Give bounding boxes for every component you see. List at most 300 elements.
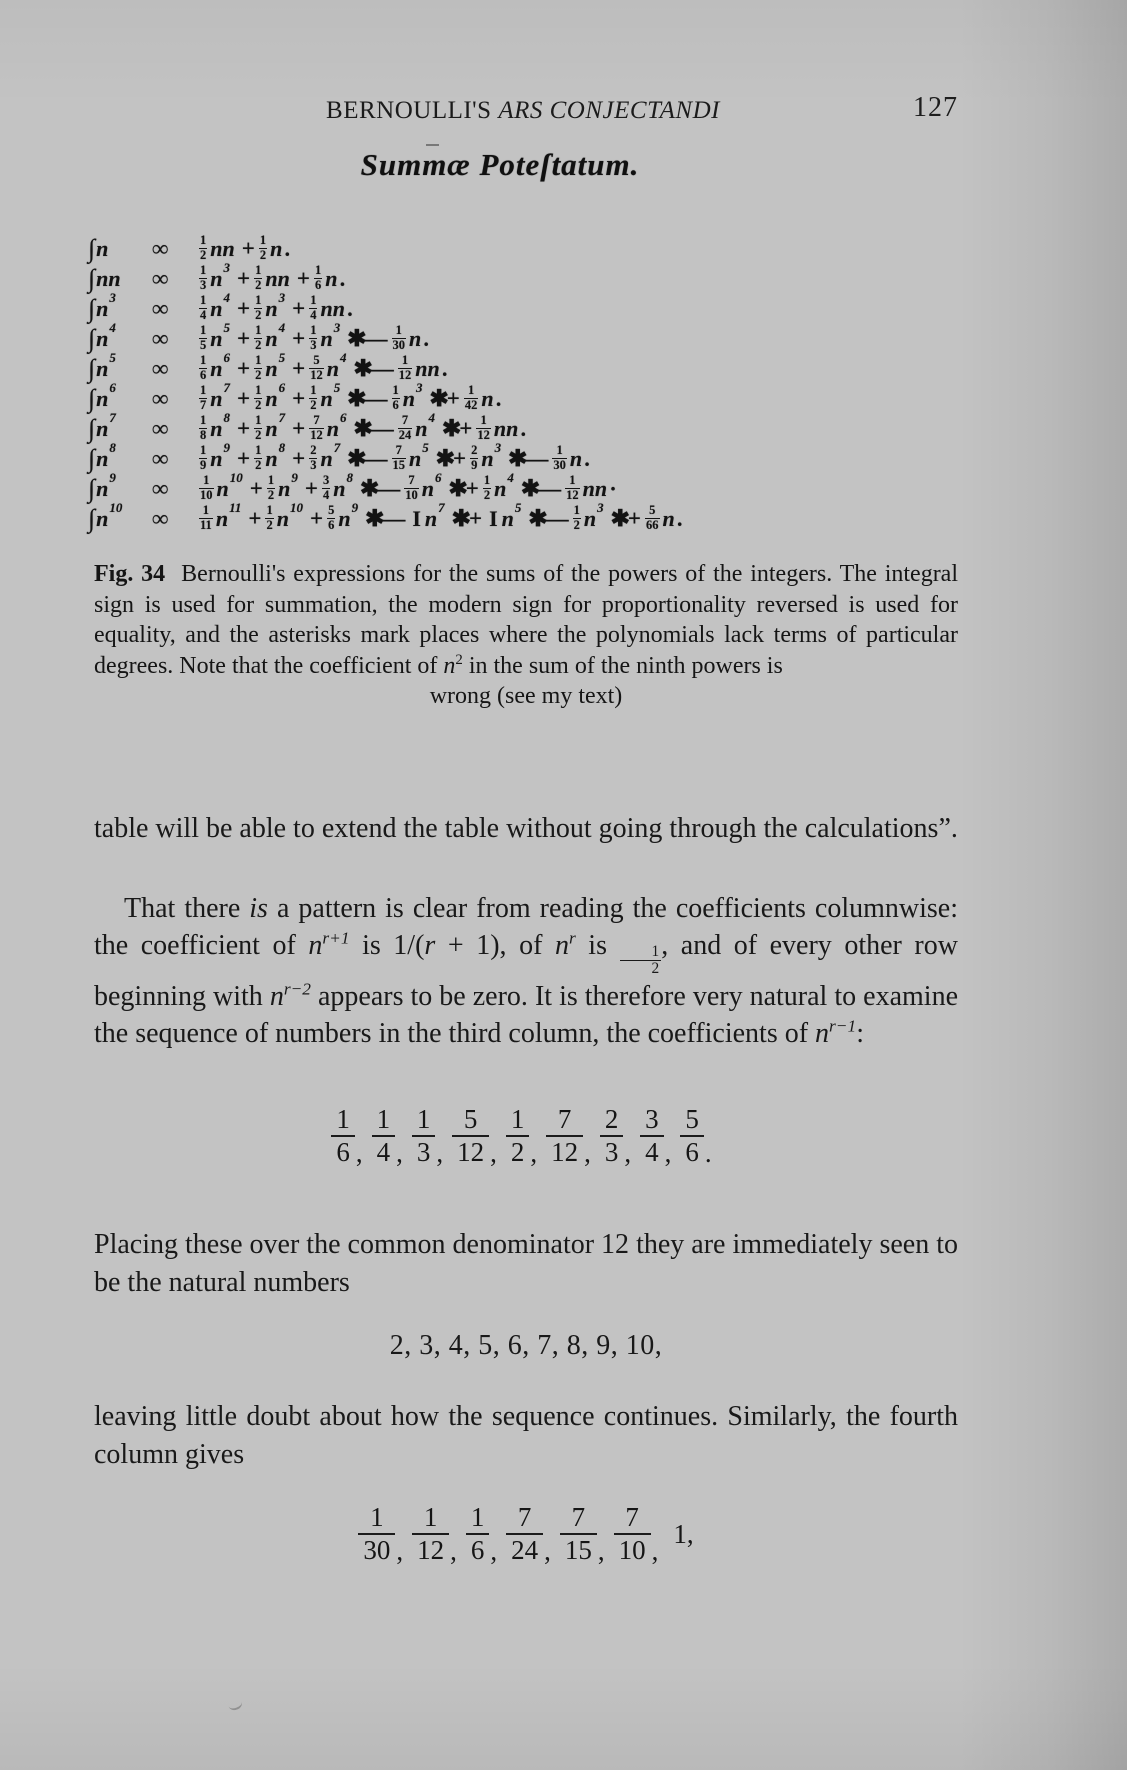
fraction [199,354,207,381]
fraction [404,474,419,501]
proportionality-sign: ∞ [152,386,168,411]
term-variable [278,470,298,502]
fraction-numerator: 1 [569,473,576,488]
fraction-numerator: 7 [625,1502,639,1532]
lhs-exponent: 10 [109,500,123,515]
integral-sign: ∫ [88,264,96,293]
variable-base: n [421,476,434,501]
fraction-numerator: 3 [322,473,330,488]
variable-base: n [210,446,223,471]
fraction-numerator: 1 [200,383,207,398]
lhs-variable: n [96,446,109,471]
text-segment: n [443,652,456,679]
text-segment: Fig. 34 [94,561,166,587]
plus-operator: + [292,416,304,441]
fraction [309,414,324,441]
fraction-numerator: 1 [416,1104,431,1134]
fraction [254,294,262,321]
asterisk-operator: ✱— [508,446,547,471]
term-variable [210,380,230,412]
variable-base: n [424,506,438,531]
fraction [199,444,207,471]
variable-base: n [501,506,514,531]
term-variable [215,500,242,532]
plus-operator: + [237,296,249,321]
natural-numbers-line: 2, 3, 4, 5, 6, 7, 8, 9, 10, [389,1330,663,1361]
asterisk-operator: ✱— [347,446,386,471]
display-fraction [600,1104,624,1169]
variable-base: nn [265,266,290,291]
text-segment: n [269,980,284,1012]
fraction-numerator: 1 [266,503,273,518]
term-variable [494,470,514,502]
variable-base: n [662,506,675,531]
formula-row [88,440,683,474]
fraction [398,414,413,441]
fraction [199,234,207,261]
separator-comma: , [530,1137,538,1168]
asterisk-operator: ✱— [347,386,386,411]
fraction-denominator: 6 [466,1533,490,1566]
summation-lhs [88,290,152,323]
variable-base: n [265,416,278,441]
figure-caption-last-line: wrong (see my text) [429,683,623,709]
terminal-dot: . [521,416,527,441]
variable-base: nn [582,476,608,501]
integral-sign: ∫ [88,504,96,533]
fraction [392,444,407,471]
formula-table [88,234,683,534]
variable-exponent: 6 [339,410,347,425]
fraction-numerator: 1 [255,293,262,308]
lhs-variable: n [96,386,109,411]
term-variable [409,440,429,472]
fraction-numerator: 7 [571,1502,586,1532]
display-fraction [372,1104,396,1169]
variable-base: nn [415,356,440,381]
term-variable [325,266,337,292]
separator-comma: , [544,1535,551,1566]
plus-operator: + [292,446,304,471]
asterisk-operator: ✱+ [451,506,481,531]
fraction-denominator: 2 [255,457,262,472]
text-segment: + 1), of [435,930,555,961]
term-variable [265,410,286,442]
running-head-roman: BERNOULLI'S [326,97,499,124]
page-number: 127 [913,92,958,123]
fraction-numerator: 1 [423,1502,438,1532]
summation-lhs [88,320,152,353]
integral-sign: ∫ [88,294,96,323]
fraction-denominator: 30 [553,457,566,472]
fraction [309,324,317,351]
proportionality-sign: ∞ [152,296,168,321]
fraction-numerator: 5 [649,503,656,518]
fraction [199,504,213,531]
fraction-denominator: 6 [680,1135,704,1168]
proportionality-sign: ∞ [152,236,168,261]
fraction [392,324,407,351]
fraction [620,944,662,977]
fraction-denominator: 2 [310,397,317,412]
variable-exponent: 9 [351,500,359,515]
fraction-denominator: 66 [646,517,659,532]
fraction-denominator: 2 [255,427,262,442]
term-variable [415,410,435,442]
term-variable [210,440,230,472]
fraction-denominator: 24 [398,427,412,442]
term-variable [210,290,230,322]
body-paragraph-4: leaving little doubt about how the sequence continues. Similarly, the fourth column gives [94,1401,958,1470]
proportionality-sign: ∞ [152,476,168,501]
term-variable [210,410,230,442]
fraction-numerator: 1 [202,503,210,518]
text-segment: r−1 [829,1016,857,1036]
fraction-numerator: 1 [255,383,262,398]
lhs-variable: n [96,326,109,351]
fraction [398,354,413,381]
variable-base: n [210,356,223,381]
term-variable [494,416,518,442]
sequence-tail: 1, [673,1518,694,1549]
fraction [327,504,335,531]
scan-artifact [226,1696,243,1712]
variable-exponent: 4 [428,410,435,425]
fraction-numerator: 1 [556,443,563,458]
display-fraction [412,1502,449,1567]
display-fraction [506,1104,530,1169]
asterisk-operator: ✱— [347,326,386,351]
fraction [254,414,262,441]
fraction-numerator: 2 [604,1104,619,1134]
variable-base: n [325,266,338,291]
lhs-variable: n [96,416,109,441]
plus-operator: + [237,416,249,441]
term-variable [265,350,286,382]
text-segment: Bernoulli's expressions for the sums of the powers of the integers. The integral sign is used for summation, the modern sign for proportionality reversed is used for equality, and the asterisks mark places where the polynomials lack terms of particular degrees. Note that the coefficient of [94,561,959,679]
fraction-denominator: 2 [255,307,262,322]
variable-exponent: 6 [223,350,230,365]
fraction-numerator: 1 [470,1502,485,1532]
variable-base: n [320,326,333,351]
text-segment: is [249,893,268,924]
fraction-numerator: 1 [200,443,207,458]
text-segment: is 1/( [349,930,425,961]
variable-exponent: 9 [223,440,230,455]
proportionality-sign: ∞ [152,356,168,381]
fraction-denominator: 2 [255,277,262,292]
fraction [199,294,207,321]
separator-comma: , [490,1535,498,1566]
fraction-denominator: 2 [200,247,207,262]
fraction-denominator: 4 [310,307,317,322]
fraction-numerator: 7 [313,413,320,428]
variable-base: n [210,266,223,291]
formula-row [88,350,683,384]
asterisk-operator: ✱— [359,476,399,501]
separator-comma: , [490,1137,497,1168]
variable-exponent: 3 [223,260,230,275]
term-variable [265,380,286,412]
display-fraction [614,1502,651,1567]
coefficient-one: I [412,506,421,531]
variable-base: n [494,476,507,501]
lhs-variable: n [96,236,109,261]
fraction-denominator: 4 [372,1135,396,1168]
fraction-numerator: 1 [510,1104,525,1134]
term-variable [210,320,230,352]
fraction-denominator: 4 [200,307,207,322]
fraction-numerator: 1 [392,383,399,398]
proportionality-sign: ∞ [152,416,168,441]
integral-sign: ∫ [88,444,96,473]
asterisk-operator: ✱+ [442,416,471,441]
fraction-denominator: 15 [560,1533,597,1566]
fraction-numerator: 1 [200,353,207,368]
lhs-variable: n [96,296,109,321]
fraction-sequence-fourth-column [94,1502,958,1567]
variable-base: n [265,326,278,351]
fraction-numerator: 1 [376,1104,391,1134]
fraction-numerator: 1 [310,293,317,308]
plus-operator: + [292,356,304,381]
fraction [199,324,207,351]
body-paragraph-2 [94,890,958,1052]
fraction-numerator: 1 [200,323,207,338]
text-segment: in the sum of the ninth powers is [462,652,783,679]
variable-base: n [402,386,415,411]
fraction [254,264,262,291]
fraction-numerator: 1 [255,263,262,278]
variable-base: n [326,356,339,381]
fraction-denominator: 9 [471,457,478,472]
lhs-exponent: 6 [109,380,116,395]
terminal-dot: . [442,356,449,381]
variable-exponent: 5 [223,320,230,335]
term-variable [265,266,289,292]
term-variable [402,380,423,412]
fraction-numerator: 1 [314,263,322,278]
term-variable [326,350,347,382]
fraction-denominator: 6 [392,397,399,412]
integral-sign: ∫ [88,384,96,413]
summation-lhs [88,380,152,413]
text-segment: 2 [455,651,463,668]
term-variable [421,470,442,502]
fraction-denominator: 3 [310,337,317,352]
terminal-dot: . [677,506,684,531]
summation-lhs [88,500,152,533]
formula-row [88,380,683,414]
variable-base: n [215,506,229,531]
fraction [254,354,262,381]
fraction-numerator: 5 [463,1104,478,1134]
fraction-denominator: 10 [614,1533,651,1566]
plus-operator: + [309,506,322,531]
lhs-exponent: 8 [109,440,116,455]
separator-comma: , [624,1137,632,1168]
formula-row [88,470,683,504]
fraction-denominator: 2 [506,1135,530,1168]
terminal-dot: . [424,326,430,351]
fraction-denominator: 24 [506,1533,543,1566]
separator-comma: , [584,1137,591,1168]
variable-exponent: 4 [223,290,230,305]
fraction-denominator: 10 [405,487,418,502]
formula-row [88,500,684,534]
fraction-denominator: 10 [200,487,213,502]
fraction-numerator: 2 [471,443,478,458]
plus-operator: + [296,266,308,291]
variable-base: nn [493,416,519,441]
term-variable [320,296,344,322]
terminal-dot: · [610,476,616,501]
fraction-denominator: 5 [200,337,207,352]
lhs-exponent: 9 [109,470,116,485]
asterisk-operator: ✱— [365,506,404,531]
fraction [254,384,262,411]
term-variable [663,506,675,532]
plus-operator: + [237,356,249,381]
lhs-variable: n [96,506,109,531]
formula-row [88,410,683,444]
term-variable [415,356,439,382]
integral-sign: ∫ [88,234,96,263]
integral-sign: ∫ [88,414,96,443]
fraction-denominator: 4 [322,487,330,502]
fraction-numerator: 5 [328,503,335,518]
display-fraction [560,1502,597,1567]
body-paragraph-3: Placing these over the common denominator 12 they are immediately seen to be the natural numbers [94,1229,958,1298]
text-segment: n [308,930,323,961]
variable-base: nn [210,236,235,261]
proportionality-sign: ∞ [152,506,168,531]
lhs-variable: n [96,356,109,381]
terminal-dot: . [347,296,354,321]
term-variable [270,236,282,262]
fraction [267,474,275,501]
fraction-numerator: 1 [468,383,475,398]
asterisk-operator: ✱+ [610,506,640,531]
asterisk-operator: ✱— [520,476,560,501]
fraction-denominator: 6 [328,517,335,532]
separator-comma: , [436,1137,444,1168]
fraction-denominator: 30 [392,337,405,352]
fraction [314,264,322,291]
fraction-denominator: 2 [267,487,275,502]
variable-exponent: 7 [223,380,230,395]
variable-exponent: 8 [346,470,353,485]
fraction-denominator: 3 [200,277,207,292]
fraction-numerator: 1 [259,233,267,248]
text-segment: is [575,930,620,961]
variable-base: n [409,446,422,471]
text-segment: r [568,928,576,948]
term-variable [583,500,604,532]
variable-base: n [265,356,278,381]
text-segment: r−2 [283,979,311,999]
variable-base: n [481,446,494,471]
fraction-numerator: 1 [267,473,275,488]
proportionality-sign: ∞ [152,266,168,291]
fraction-denominator: 12 [566,487,579,502]
fraction-denominator: 2 [255,337,262,352]
fraction [259,234,267,261]
variable-exponent: 7 [278,410,286,425]
fraction [309,384,317,411]
separator-comma: , [396,1137,403,1168]
fraction-denominator: 2 [620,960,662,977]
fraction-denominator: 12 [412,1533,449,1566]
display-fraction [331,1104,355,1169]
variable-exponent: 8 [223,410,230,425]
summation-lhs [88,350,152,383]
lhs-exponent: 5 [109,350,116,365]
term-variable [424,500,445,532]
fraction [199,384,207,411]
variable-base: n [265,386,278,411]
term-variable [326,410,347,442]
lhs-exponent: 4 [109,320,116,335]
fraction-numerator: 1 [255,353,262,368]
fraction-denominator: 2 [255,397,262,412]
fraction-numerator: 1 [370,1502,384,1532]
fraction-denominator: 2 [266,517,273,532]
variable-base: n [569,446,583,471]
fraction-denominator: 9 [200,457,207,472]
fraction-denominator: 6 [314,277,322,292]
variable-exponent: 4 [278,320,286,335]
term-variable [501,500,522,532]
variable-exponent: 9 [291,470,298,485]
formula-row [88,290,683,324]
text-segment: r+1 [322,928,350,948]
fraction [464,384,479,411]
term-variable [320,320,341,352]
plus-operator: + [292,326,304,351]
fraction-numerator: 1 [395,323,402,338]
text-segment: appears to be zero. It is therefore very natural to examine the sequence of numbers in the third column, the coefficients of [94,980,958,1049]
variable-base: n [320,446,333,471]
term-variable [338,500,359,532]
lhs-variable: nn [96,266,121,291]
variable-base: n [326,416,339,441]
fraction-denominator: 3 [600,1135,624,1168]
variable-base: nn [320,296,345,321]
fraction-denominator: 12 [452,1135,489,1168]
fraction [565,474,580,501]
display-fraction [358,1502,395,1567]
variable-exponent: 5 [514,500,522,515]
fraction [265,504,273,531]
variable-exponent: 3 [494,440,502,455]
fraction-numerator: 5 [685,1104,699,1134]
fraction [199,414,207,441]
fraction-numerator: 3 [645,1104,659,1134]
term-variable [320,440,341,472]
term-variable [210,350,230,382]
terminal-dot: . [496,386,503,411]
variable-exponent: 7 [438,500,445,515]
fraction-denominator: 30 [358,1533,395,1566]
variable-base: n [216,476,229,501]
fraction-numerator: 1 [336,1104,350,1134]
plus-operator: + [292,296,304,321]
asterisk-operator: ✱+ [429,386,458,411]
asterisk-operator: ✱— [353,356,392,381]
fraction-numerator: 7 [401,413,409,428]
fraction-denominator: 2 [573,517,580,532]
